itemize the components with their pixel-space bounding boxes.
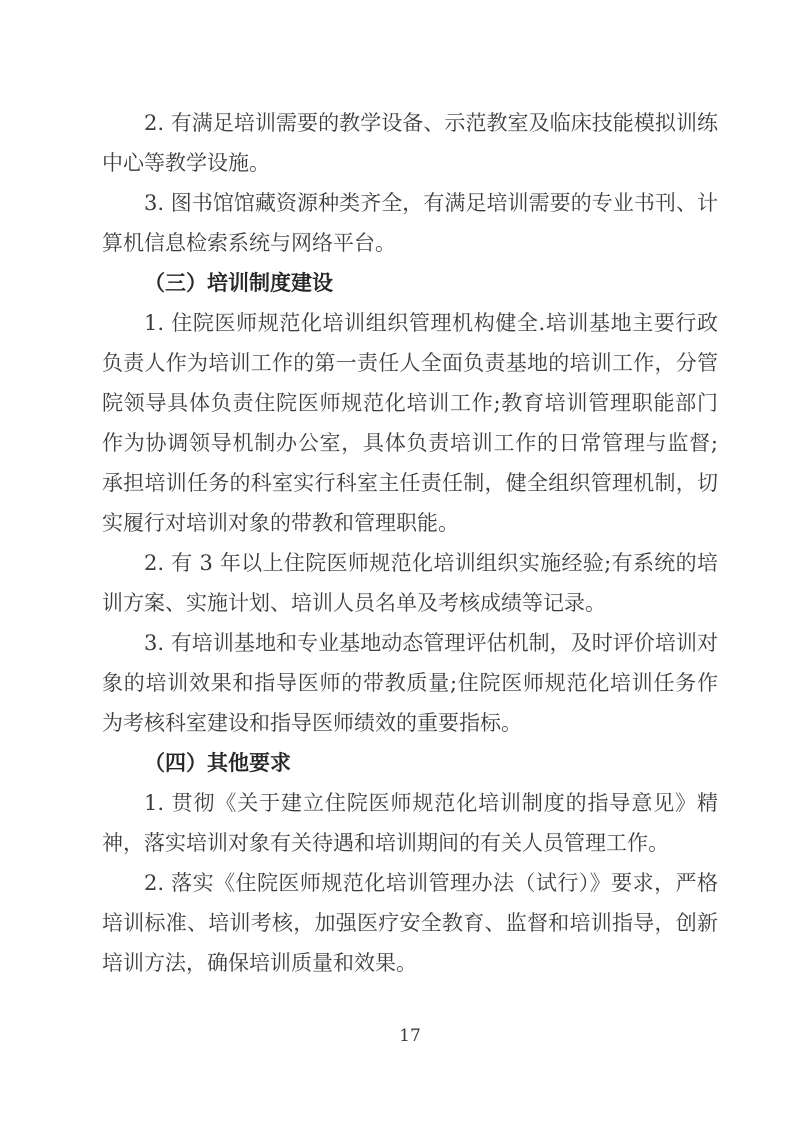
section-heading: （三）培训制度建设 — [144, 271, 333, 295]
paragraph: 2. 有 3 年以上住院医师规范化培训组织实施经验;有系统的培训方案、实施计划、培训人员名单及考核成绩等记录。 — [102, 551, 718, 615]
paragraph: 3. 图书馆馆藏资源种类齐全，有满足培训需要的专业书刊、计算机信息检索系统与网络平台。 — [102, 191, 718, 255]
paragraph: 2. 落实《住院医师规范化培训管理办法（试行）》要求，严格培训标准、培训考核，加强医疗安全教育、监督和培训指导，创新培训方法，确保培训质量和效果。 — [102, 871, 718, 975]
paragraph: 3. 有培训基地和专业基地动态管理评估机制，及时评价培训对象的培训效果和指导医师的带教质量;住院医师规范化培训任务作为考核科室建设和指导医师绩效的重要指标。 — [102, 631, 718, 735]
paragraph: 1. 住院医师规范化培训组织管理机构健全.培训基地主要行政负责人作为培训工作的第一责任人全面负责基地的培训工作，分管院领导具体负责住院医师规范化培训工作;教育培训管理职能部门作为协调领导机制办公室，具体负责培训工作的日常管理与监督;承担培训任务的科室实行科室主任责任制，健全组织管理机制，切实履行对培训对象的带教和管理职能。 — [102, 311, 718, 535]
document-body — [102, 103, 718, 983]
page-number: 17 — [399, 1026, 421, 1046]
section-heading: （四）其他要求 — [144, 751, 291, 775]
paragraph: 1. 贯彻《关于建立住院医师规范化培训制度的指导意见》精神，落实培训对象有关待遇和培训期间的有关人员管理工作。 — [102, 791, 718, 855]
paragraph: 2. 有满足培训需要的教学设备、示范教室及临床技能模拟训练中心等教学设施。 — [102, 111, 718, 175]
